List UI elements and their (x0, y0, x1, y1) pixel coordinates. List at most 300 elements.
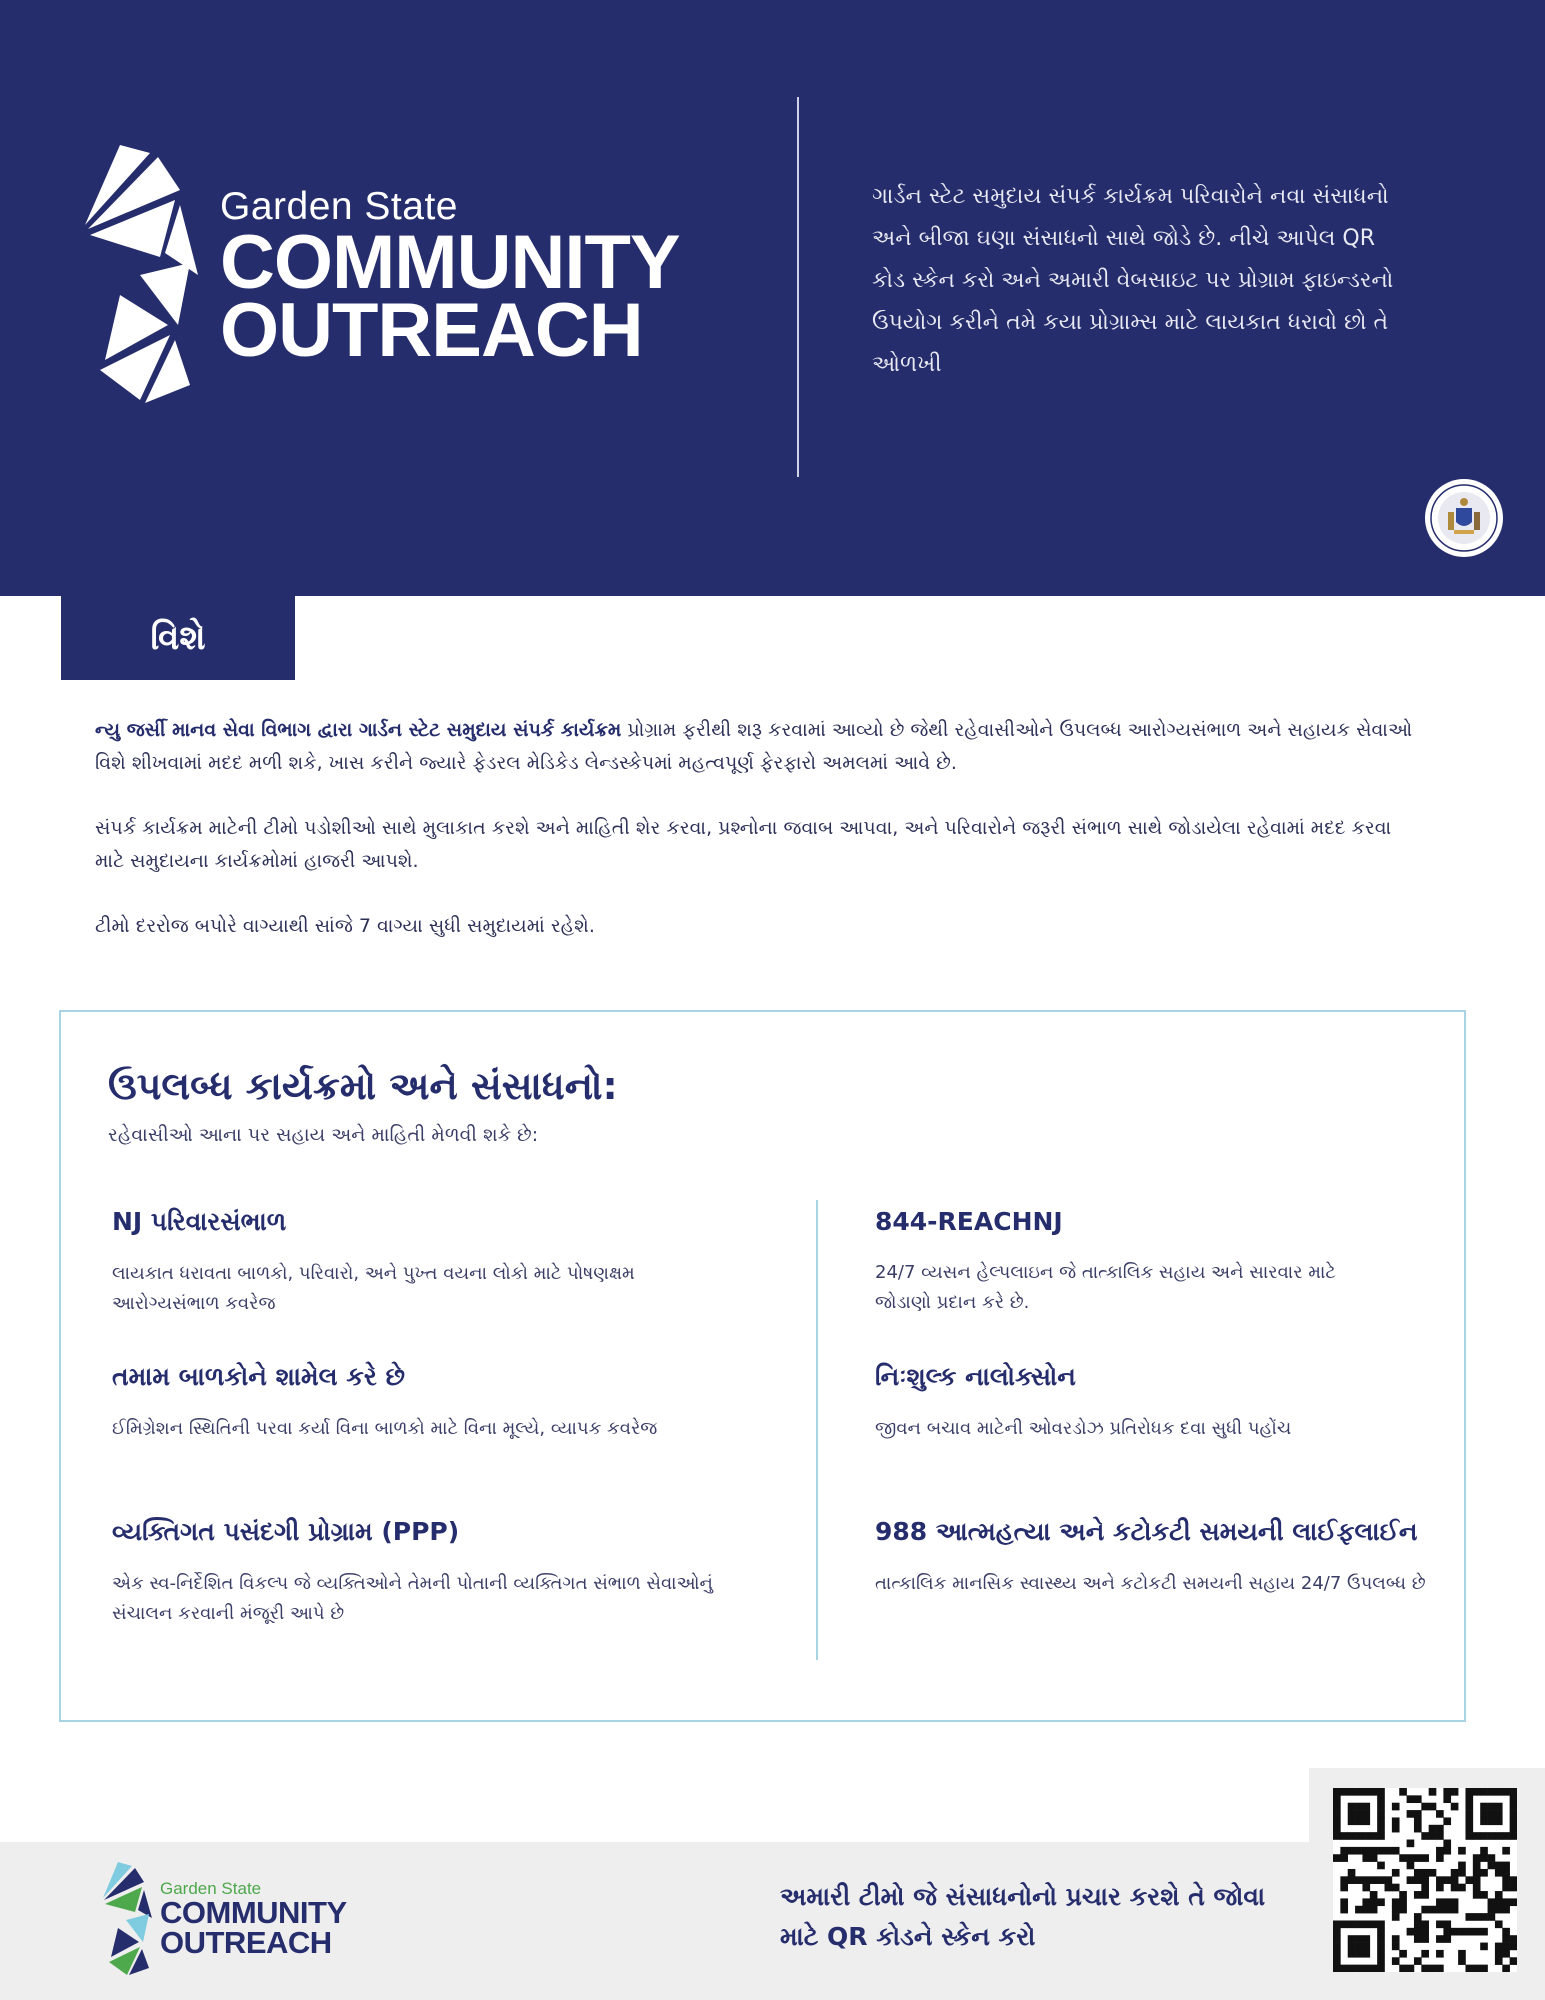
resources-subtitle: રહેવાસીઓ આના પર સહાય અને માહિતી મેળવી શકે છે: (108, 1124, 539, 1146)
qr-module (1473, 1862, 1481, 1870)
qr-module (1348, 1920, 1356, 1928)
qr-module (1502, 1862, 1510, 1870)
qr-module (1502, 1788, 1510, 1796)
qr-module (1495, 1906, 1503, 1914)
qr-module (1340, 1847, 1348, 1855)
qr-module (1451, 1928, 1459, 1936)
qr-module (1348, 1810, 1356, 1818)
qr-module (1377, 1862, 1385, 1870)
qr-module (1340, 1884, 1348, 1892)
qr-module (1443, 1876, 1451, 1884)
qr-module (1377, 1817, 1385, 1825)
qr-module (1392, 1847, 1400, 1855)
resource-988-lifeline (875, 1517, 1435, 1599)
qr-module (1421, 1920, 1429, 1928)
qr-module (1407, 1810, 1415, 1818)
qr-module (1451, 1803, 1459, 1811)
qr-module (1333, 1854, 1341, 1862)
intro-paragraph-3: ટીમો દરરોજ બપોરે વાગ્યાથી સાંજે 7 વાગ્યા સુધી સમુદાયમાં રહેશે. (95, 915, 595, 937)
footer-cta-text: અમારી ટીમો જે સંસાધનોનો પ્રચાર કરશે તે જોવા માટે QR કોડને સ્કેન કરો (780, 1882, 1266, 1951)
qr-module (1510, 1898, 1517, 1906)
qr-module (1502, 1832, 1510, 1840)
qr-module (1377, 1876, 1385, 1884)
qr-module (1362, 1832, 1370, 1840)
resource-title: તમામ બાળકોને શામેલ કરે છે (112, 1362, 405, 1391)
qr-module (1414, 1795, 1422, 1803)
qr-module (1480, 1943, 1488, 1951)
qr-module (1502, 1876, 1510, 1884)
qr-module (1495, 1869, 1503, 1877)
qr-module (1348, 1817, 1356, 1825)
qr-module (1362, 1965, 1370, 1972)
qr-module (1362, 1803, 1370, 1811)
qr-module (1370, 1847, 1378, 1855)
qr-module (1407, 1795, 1415, 1803)
qr-module (1436, 1810, 1444, 1818)
qr-module (1333, 1825, 1341, 1833)
qr-module (1340, 1832, 1348, 1840)
qr-module (1392, 1898, 1400, 1906)
qr-module (1385, 1884, 1393, 1892)
qr-module (1451, 1884, 1459, 1892)
qr-module (1340, 1788, 1348, 1796)
qr-module (1392, 1935, 1400, 1943)
qr-module (1502, 1935, 1510, 1943)
qr-module (1414, 1810, 1422, 1818)
qr-module (1510, 1825, 1517, 1833)
qr-module (1414, 1913, 1422, 1921)
resource-desc: લાયકાત ધરાવતા બાળકો, પરિવારો, અને પુખ્ત વયના લોકો માટે પોષણક્ષમ આરોગ્યસંભાળ કવરેજ (112, 1263, 635, 1314)
qr-module (1392, 1803, 1400, 1811)
qr-module (1333, 1965, 1341, 1972)
qr-module (1502, 1869, 1510, 1877)
qr-module (1377, 1950, 1385, 1958)
logo-mark-icon (80, 145, 215, 415)
qr-module (1399, 1788, 1407, 1796)
qr-module (1451, 1898, 1459, 1906)
qr-module (1348, 1943, 1356, 1951)
footer-logo (160, 1880, 347, 1958)
qr-module (1392, 1884, 1400, 1892)
qr-module (1355, 1788, 1363, 1796)
qr-module (1502, 1965, 1510, 1972)
qr-module (1436, 1825, 1444, 1833)
qr-module (1510, 1803, 1517, 1811)
footer-logo-small-text: Garden State (160, 1879, 262, 1898)
qr-module (1473, 1891, 1481, 1899)
qr-module (1348, 1788, 1356, 1796)
qr-module (1443, 1847, 1451, 1855)
resources-title: ઉપલબ્ધ કાર્યક્રમો અને સંસાધનો: (108, 1064, 618, 1108)
qr-module (1362, 1898, 1370, 1906)
qr-module (1465, 1832, 1473, 1840)
qr-module (1377, 1847, 1385, 1855)
qr-module (1377, 1810, 1385, 1818)
qr-module (1355, 1965, 1363, 1972)
qr-module (1392, 1943, 1400, 1951)
qr-module (1443, 1788, 1451, 1796)
qr-module (1385, 1847, 1393, 1855)
qr-module (1340, 1965, 1348, 1972)
qr-module (1480, 1869, 1488, 1877)
qr-module (1348, 1876, 1356, 1884)
qr-module (1495, 1891, 1503, 1899)
qr-module (1458, 1957, 1466, 1965)
qr-module (1488, 1913, 1496, 1921)
qr-module (1473, 1876, 1481, 1884)
qr-module (1421, 1832, 1429, 1840)
qr-module (1495, 1943, 1503, 1951)
footer-logo-line2: OUTREACH (160, 1925, 332, 1960)
qr-module (1348, 1869, 1356, 1877)
qr-module (1370, 1906, 1378, 1914)
qr-module (1473, 1884, 1481, 1892)
qr-module (1333, 1943, 1341, 1951)
qr-module (1480, 1810, 1488, 1818)
qr-module (1495, 1950, 1503, 1958)
qr-module (1340, 1906, 1348, 1914)
qr-module (1414, 1825, 1422, 1833)
qr-module (1362, 1920, 1370, 1928)
qr-module (1443, 1928, 1451, 1936)
qr-module (1421, 1891, 1429, 1899)
resource-title: વ્યક્તિગત પસંદગી પ્રોગ્રામ (PPP) (112, 1517, 460, 1546)
qr-module (1377, 1832, 1385, 1840)
qr-module (1355, 1935, 1363, 1943)
qr-module (1370, 1898, 1378, 1906)
qr-module (1451, 1906, 1459, 1914)
qr-module (1510, 1810, 1517, 1818)
qr-module (1429, 1906, 1437, 1914)
qr-module (1495, 1920, 1503, 1928)
qr-module (1510, 1876, 1517, 1884)
qr-module (1399, 1854, 1407, 1862)
qr-module (1355, 1832, 1363, 1840)
qr-module (1473, 1913, 1481, 1921)
qr-module (1370, 1854, 1378, 1862)
qr-module (1421, 1869, 1429, 1877)
logo-small-text: Garden State (220, 185, 458, 228)
qr-module (1399, 1898, 1407, 1906)
qr-module (1429, 1825, 1437, 1833)
qr-module (1488, 1906, 1496, 1914)
qr-module (1421, 1803, 1429, 1811)
qr-module (1348, 1950, 1356, 1958)
qr-module (1355, 1920, 1363, 1928)
qr-module (1502, 1898, 1510, 1906)
qr-module (1348, 1803, 1356, 1811)
qr-module (1510, 1957, 1517, 1965)
qr-module (1510, 1884, 1517, 1892)
qr-module (1458, 1869, 1466, 1877)
resource-naloxone (875, 1362, 1415, 1444)
qr-module (1355, 1906, 1363, 1914)
qr-module (1488, 1898, 1496, 1906)
qr-module (1362, 1906, 1370, 1914)
qr-module (1480, 1965, 1488, 1972)
qr-module (1465, 1913, 1473, 1921)
qr-module (1355, 1943, 1363, 1951)
qr-module (1421, 1906, 1429, 1914)
qr-module (1443, 1795, 1451, 1803)
qr-module (1340, 1898, 1348, 1906)
qr-module (1488, 1810, 1496, 1818)
qr-module (1473, 1928, 1481, 1936)
resources-box (59, 1010, 1466, 1722)
resource-title: NJ પરિવારસંભાળ (112, 1207, 287, 1236)
qr-module (1436, 1876, 1444, 1884)
qr-module (1414, 1935, 1422, 1943)
qr-module (1370, 1920, 1378, 1928)
nj-state-seal-icon (1424, 478, 1504, 558)
qr-module (1465, 1876, 1473, 1884)
qr-module (1429, 1788, 1437, 1796)
qr-module (1355, 1876, 1363, 1884)
qr-module (1333, 1957, 1341, 1965)
qr-module (1355, 1817, 1363, 1825)
qr-module (1362, 1847, 1370, 1855)
qr-module (1362, 1935, 1370, 1943)
qr-module (1502, 1906, 1510, 1914)
resource-desc: તાત્કાલિક માનસિક સ્વાસ્થ્ય અને કટોકટી સમયની સહાય 24/7 ઉપલબ્ધ છે (875, 1573, 1426, 1594)
qr-module (1407, 1965, 1415, 1972)
footer-logo-mark-icon (100, 1862, 160, 1977)
qr-module (1392, 1869, 1400, 1877)
qr-module (1495, 1862, 1503, 1870)
qr-module (1488, 1803, 1496, 1811)
qr-module (1473, 1854, 1481, 1862)
qr-module (1488, 1817, 1496, 1825)
header-description: ગાર્ડન સ્ટેટ સમુદાય સંપર્ક કાર્યક્રમ પરિવારોને નવા સંસાધનો અને બીજા ઘણા સંસાધનો સાથે જોડે છે. નીચે આપેલ QR કોડ સ્કેન કરો અને અમારી વેબસાઇટ પર પ્રોગ્રામ ફાઇન્ડરનો ઉપયોગ કરીને તમે કયા પ્રોગ્રામ્સ માટે લાયકાત ધરાવો છો તે ઓળખી (872, 184, 1394, 377)
qr-module (1436, 1965, 1444, 1972)
qr-module (1377, 1935, 1385, 1943)
qr-module (1414, 1891, 1422, 1899)
qr-module (1510, 1788, 1517, 1796)
qr-module (1407, 1928, 1415, 1936)
qr-module (1377, 1788, 1385, 1796)
qr-module (1495, 1898, 1503, 1906)
qr-module (1340, 1854, 1348, 1862)
qr-module (1392, 1825, 1400, 1833)
qr-module (1465, 1788, 1473, 1796)
qr-module (1333, 1935, 1341, 1943)
qr-module (1451, 1876, 1459, 1884)
qr-module (1392, 1913, 1400, 1921)
qr-module (1414, 1817, 1422, 1825)
intro-section (95, 714, 1415, 975)
header-banner (0, 0, 1545, 596)
qr-module (1495, 1810, 1503, 1818)
qr-module (1362, 1788, 1370, 1796)
qr-module (1348, 1847, 1356, 1855)
qr-module (1407, 1840, 1415, 1848)
qr-module (1355, 1803, 1363, 1811)
qr-module (1480, 1832, 1488, 1840)
qr-module (1488, 1854, 1496, 1862)
qr-module (1473, 1965, 1481, 1972)
qr-module (1436, 1847, 1444, 1855)
qr-module (1510, 1943, 1517, 1951)
qr-module (1333, 1795, 1341, 1803)
qr-module (1443, 1935, 1451, 1943)
qr-module (1510, 1832, 1517, 1840)
qr-module (1436, 1920, 1444, 1928)
about-tab: વિશે (61, 596, 295, 680)
qr-module (1421, 1965, 1429, 1972)
qr-module (1495, 1788, 1503, 1796)
intro-paragraph-2: સંપર્ક કાર્યક્રમ માટેની ટીમો પડોશીઓ સાથે મુલાકાત કરશે અને માહિતી શેર કરવા, પ્રશ્નોના જવાબ આપવા, અને પરિવારોને જરૂરી સંભાળ સાથે જોડાયેલા રહેવામાં મદદ કરવા માટે સમુદાયના કાર્યક્રમોમાં હાજરી આપશે. (95, 817, 1392, 872)
qr-module (1502, 1847, 1510, 1855)
resource-title: 844-REACHNJ (875, 1207, 1063, 1236)
qr-module (1451, 1788, 1459, 1796)
qr-module (1465, 1810, 1473, 1818)
qr-module (1495, 1817, 1503, 1825)
qr-module (1510, 1817, 1517, 1825)
qr-module (1377, 1920, 1385, 1928)
qr-module (1333, 1817, 1341, 1825)
qr-module (1377, 1943, 1385, 1951)
qr-module (1355, 1847, 1363, 1855)
qr-module (1355, 1810, 1363, 1818)
qr-module (1414, 1928, 1422, 1936)
qr-module (1414, 1876, 1422, 1884)
intro-bold-text: ન્યુ જર્સી માનવ સેવા વિભાગ દ્વારા ગાર્ડન સ્ટેટ સમુદાય સંપર્ક કાર્યક્રમ (95, 719, 622, 741)
qr-module (1421, 1950, 1429, 1958)
resource-ppp (112, 1517, 732, 1629)
qr-module (1429, 1869, 1437, 1877)
qr-module (1421, 1928, 1429, 1936)
qr-module (1465, 1928, 1473, 1936)
resource-cover-all-kids (112, 1362, 712, 1444)
qr-module (1340, 1876, 1348, 1884)
qr-module (1436, 1935, 1444, 1943)
qr-module (1436, 1950, 1444, 1958)
qr-module (1421, 1935, 1429, 1943)
qr-module (1465, 1817, 1473, 1825)
qr-module (1333, 1803, 1341, 1811)
qr-module (1436, 1832, 1444, 1840)
qr-module (1502, 1943, 1510, 1951)
qr-module (1458, 1862, 1466, 1870)
qr-module (1480, 1928, 1488, 1936)
qr-module (1370, 1832, 1378, 1840)
qr-module (1458, 1884, 1466, 1892)
qr-module (1495, 1832, 1503, 1840)
resource-reachnj (875, 1207, 1395, 1318)
qr-module (1362, 1884, 1370, 1892)
qr-module (1473, 1832, 1481, 1840)
qr-module (1436, 1854, 1444, 1862)
header-logo (220, 185, 680, 373)
qr-module (1362, 1810, 1370, 1818)
qr-module (1458, 1847, 1466, 1855)
qr-module (1502, 1928, 1510, 1936)
qr-module (1480, 1913, 1488, 1921)
qr-module (1377, 1803, 1385, 1811)
qr-module (1333, 1832, 1341, 1840)
qr-module (1407, 1876, 1415, 1884)
qr-code-icon[interactable] (1333, 1788, 1517, 1972)
qr-module (1362, 1854, 1370, 1862)
qr-module (1421, 1854, 1429, 1862)
qr-module (1333, 1810, 1341, 1818)
qr-module (1465, 1803, 1473, 1811)
qr-module (1443, 1898, 1451, 1906)
qr-module (1473, 1788, 1481, 1796)
qr-module (1392, 1906, 1400, 1914)
qr-module (1399, 1891, 1407, 1899)
qr-module (1488, 1862, 1496, 1870)
qr-module (1488, 1832, 1496, 1840)
intro-paragraph-1 (95, 714, 1415, 780)
resource-desc: એક સ્વ-નિર્દેશિત વિકલ્પ જે વ્યક્તિઓને તેમની પોતાની વ્યક્તિગત સંભાળ સેવાઓનું સંચાલન કરવાની મંજૂરી આપે છે (112, 1573, 713, 1624)
qr-module (1370, 1876, 1378, 1884)
qr-module (1333, 1928, 1341, 1936)
qr-module (1458, 1928, 1466, 1936)
qr-module (1495, 1803, 1503, 1811)
qr-module (1451, 1869, 1459, 1877)
qr-module (1443, 1920, 1451, 1928)
qr-module (1377, 1795, 1385, 1803)
qr-module (1480, 1854, 1488, 1862)
qr-module (1392, 1957, 1400, 1965)
qr-module (1443, 1817, 1451, 1825)
qr-module (1480, 1803, 1488, 1811)
qr-module (1421, 1876, 1429, 1884)
qr-module (1377, 1965, 1385, 1972)
qr-module (1407, 1854, 1415, 1862)
qr-module (1473, 1869, 1481, 1877)
qr-module (1333, 1788, 1341, 1796)
qr-module (1436, 1906, 1444, 1914)
resource-title: 988 આત્મહત્યા અને કટોકટી સમયની લાઈફલાઈન (875, 1517, 1418, 1546)
qr-module (1377, 1825, 1385, 1833)
logo-line1: COMMUNITY (220, 220, 680, 305)
resource-desc: 24/7 વ્યસન હેલ્પલાઇન જે તાત્કાલિક સહાય અને સારવાર માટે જોડાણો પ્રદાન કરે છે. (875, 1262, 1336, 1313)
qr-module (1436, 1884, 1444, 1892)
qr-module (1407, 1862, 1415, 1870)
qr-module (1429, 1832, 1437, 1840)
qr-module (1385, 1876, 1393, 1884)
qr-module (1510, 1795, 1517, 1803)
qr-module (1443, 1906, 1451, 1914)
qr-module (1340, 1920, 1348, 1928)
qr-module (1480, 1817, 1488, 1825)
qr-module (1355, 1950, 1363, 1958)
resource-desc: ઈમિગ્રેશન સ્થિતિની પરવા કર્યા વિના બાળકો માટે વિના મૂલ્યે, વ્યાપક કવરેજ (112, 1418, 658, 1439)
qr-module (1502, 1884, 1510, 1892)
qr-module (1465, 1795, 1473, 1803)
qr-module (1480, 1891, 1488, 1899)
qr-module (1421, 1884, 1429, 1892)
qr-module (1480, 1847, 1488, 1855)
qr-module (1348, 1965, 1356, 1972)
logo-line2: OUTREACH (220, 288, 643, 373)
qr-module (1436, 1898, 1444, 1906)
qr-module (1333, 1950, 1341, 1958)
qr-module (1362, 1950, 1370, 1958)
qr-module (1495, 1957, 1503, 1965)
qr-module (1333, 1920, 1341, 1928)
qr-module (1362, 1943, 1370, 1951)
qr-module (1510, 1935, 1517, 1943)
qr-module (1502, 1950, 1510, 1958)
footer-logo-line1: COMMUNITY (160, 1895, 347, 1930)
qr-module (1458, 1950, 1466, 1958)
intro-rest-text: પ્રોગ્રામ ફરીથી શરૂ કરવામાં આવ્યો છે જેથી રહેવાસીઓને ઉપલબ્ધ આરોગ્યસંભાળ અને સહાયક સેવાઓ વિશે શીખવામાં મદદ મળી શકે, ખાસ કરીને જ્યારે ફેડરલ મેડિકેડ લેન્ડસ્કેપમાં મહત્વપૂર્ણ ફેરફારો અમલમાં આવે છે. (95, 719, 1413, 774)
qr-module (1429, 1965, 1437, 1972)
qr-module (1488, 1788, 1496, 1796)
